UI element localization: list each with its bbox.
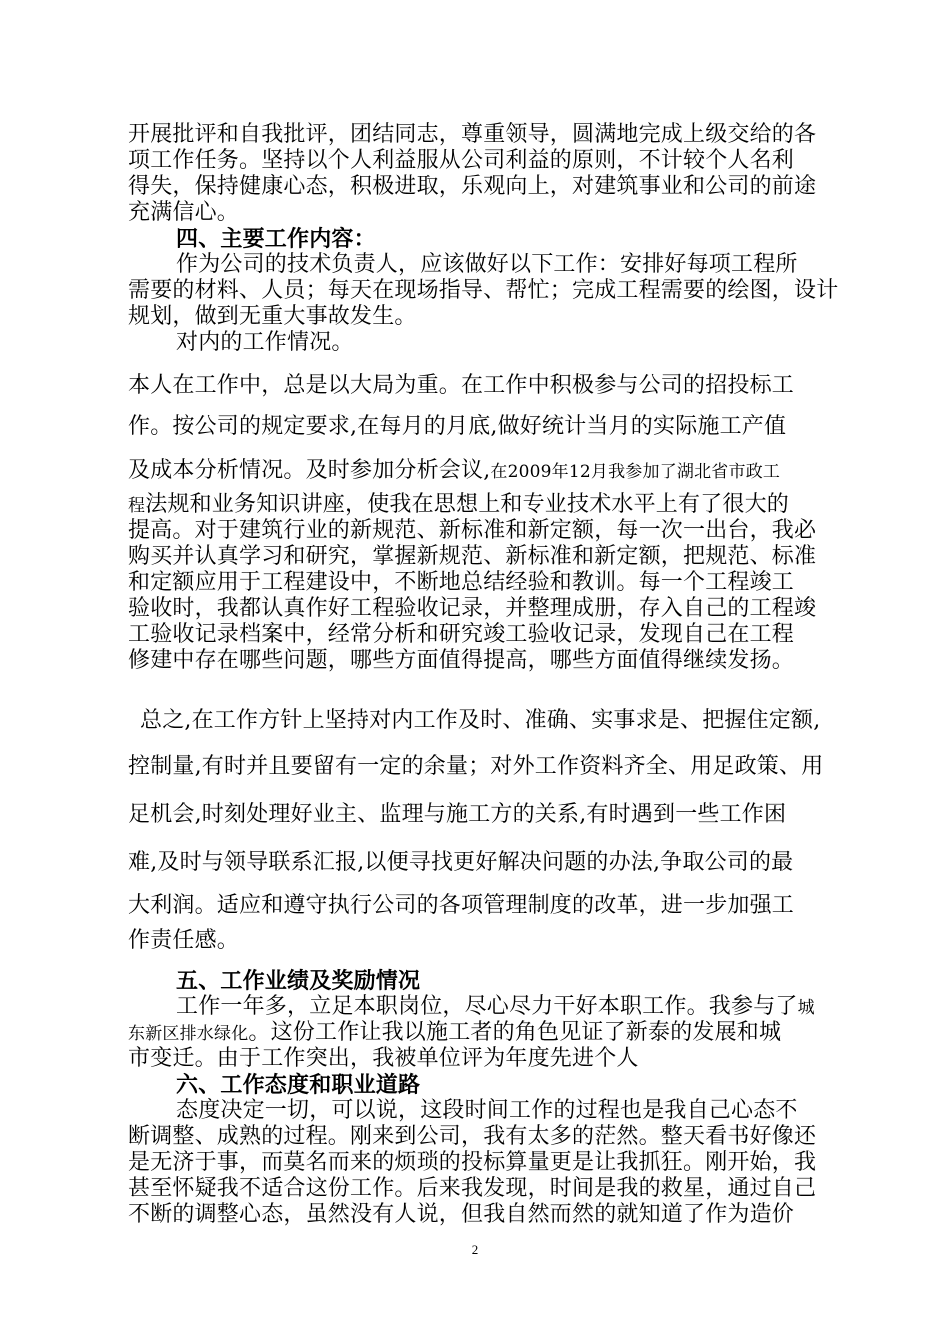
text-line: 工验收记录档案中，经常分析和研究竣工验收记录，发现自己在工程 [128, 622, 795, 647]
text-segment-small: 东新区排水绿化 [128, 1024, 249, 1044]
section-heading-4: 四、主要工作内容： [176, 226, 376, 252]
text-line: 和定额应用于工程建设中，不断地总结经验和教训。每一个工程竣工 [128, 570, 795, 595]
text-line: 作为公司的技术负责人，应该做好以下工作：安排好每项工程所 [176, 252, 798, 277]
text-line: 不断的调整心态，虽然没有人说，但我自然而然的就知道了作为造价 [128, 1202, 795, 1227]
text-line: 甚至怀疑我不适合这份工作。后来我发现，时间是我的救星，通过自己 [128, 1176, 817, 1201]
section-heading-6: 六、工作态度和职业道路 [176, 1072, 421, 1098]
text-segment: 工作一年多，立足本职岗位，尽心尽力干好本职工作。我参与了 [176, 994, 798, 1019]
text-line: 验收时，我都认真作好工程验收记录，并整理成册，存入自己的工程竣 [128, 596, 817, 621]
text-line: 控制量,有时并且要留有一定的余量；对外工作资料齐全、用足政策、用 [128, 754, 824, 779]
text-line: 修建中存在哪些问题，哪些方面值得提高，哪些方面值得继续发扬。 [128, 648, 795, 673]
document-body [128, 0, 848, 1240]
text-line [128, 1020, 781, 1047]
text-line: 态度决定一切，可以说，这段时间工作的过程也是我自己心态不 [176, 1098, 798, 1123]
text-line: 市变迁。由于工作突出，我被单位评为年度先进个人 [128, 1046, 639, 1071]
text-line: 对内的工作情况。 [176, 330, 354, 355]
text-segment-small: 城 [797, 998, 815, 1018]
text-line: 总之,在工作方针上坚持对内工作及时、准确、实事求是、把握住定额, [140, 708, 821, 733]
text-line: 提高。对于建筑行业的新规范、新标准和新定额，每一次一出台，我必 [128, 518, 817, 543]
text-line [176, 994, 815, 1021]
page-number: 2 [471, 1242, 479, 1257]
text-line: 难,及时与领导联系汇报,以便寻找更好解决问题的办法,争取公司的最 [128, 850, 794, 875]
text-line: 需要的材料、人员；每天在现场指导、帮忙；完成工程需要的绘图，设计 [128, 278, 839, 303]
text-line: 充满信心。 [128, 200, 240, 225]
text-line: 断调整、成熟的过程。刚来到公司，我有太多的茫然。整天看书好像还 [128, 1124, 817, 1149]
text-line: 项工作任务。坚持以个人利益服从公司利益的原则，不计较个人名利 [128, 148, 795, 173]
text-line: 是无济于事，而莫名而来的烦琐的投标算量更是让我抓狂。刚开始，我 [128, 1150, 817, 1175]
text-line: 作责任感。 [128, 928, 240, 953]
text-line: 足机会,时刻处理好业主、监理与施工方的关系,有时遇到一些工作困 [128, 802, 787, 827]
text-line: 开展批评和自我批评，团结同志，尊重领导，圆满地完成上级交给的各 [128, 122, 817, 147]
text-segment: 法规和业务知识讲座，使我在思想上和专业技术水平上有了很大的 [145, 492, 790, 517]
text-line [128, 492, 789, 519]
text-line: 规划，做到无重大事故发生。 [128, 304, 417, 329]
text-line [128, 458, 780, 485]
section-heading-5: 五、工作业绩及奖励情况 [176, 968, 421, 994]
text-segment: 。这份工作让我以施工者的角色见证了新泰的发展和城 [248, 1020, 782, 1045]
text-line: 得失，保持健康心态，积极进取，乐观向上，对建筑事业和公司的前途 [128, 174, 817, 199]
text-line: 作。按公司的规定要求,在每月的月底,做好统计当月的实际施工产值 [128, 414, 787, 439]
text-segment: 及成本分析情况。及时参加分析会议, [128, 458, 491, 483]
text-segment-small: 在2009年12月我参加了湖北省市政工 [490, 462, 781, 482]
text-line: 大利润。适应和遵守执行公司的各项管理制度的改革，进一步加强工 [128, 893, 795, 918]
text-line: 本人在工作中，总是以大局为重。在工作中积极参与公司的招投标工 [128, 373, 795, 398]
text-line: 购买并认真学习和研究，掌握新规范、新标准和新定额，把规范、标准 [128, 544, 817, 569]
text-segment-small: 程 [128, 496, 146, 516]
